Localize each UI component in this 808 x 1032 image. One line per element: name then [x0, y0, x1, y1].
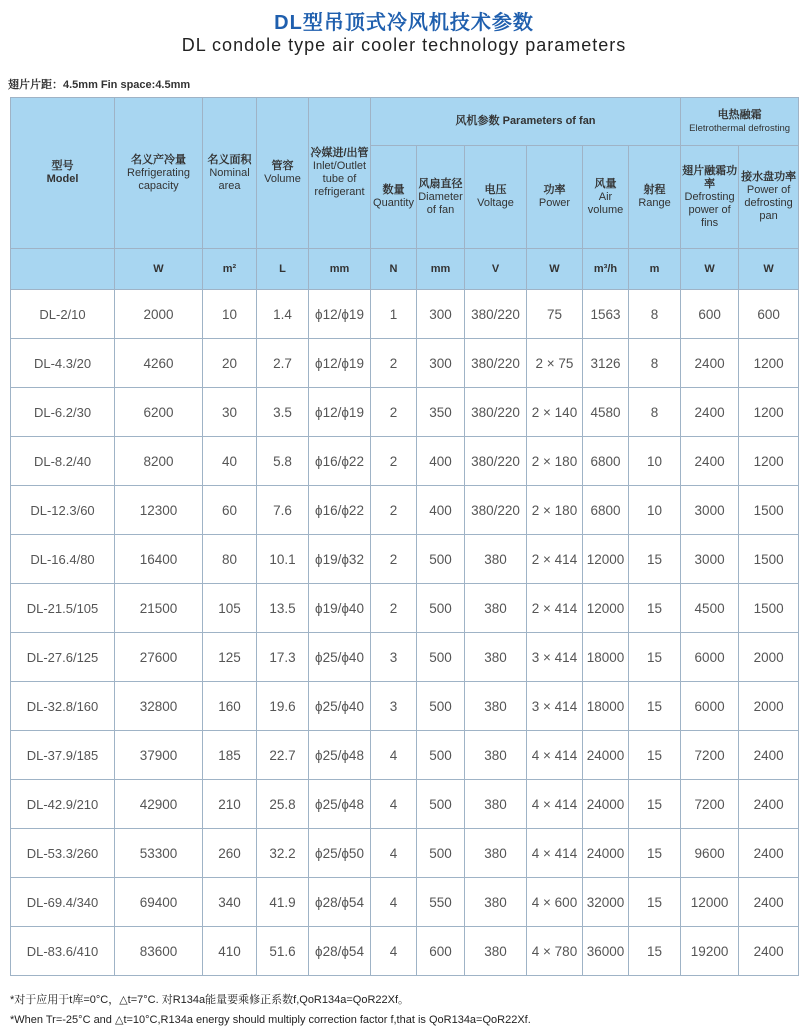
value-cell: 1 [371, 290, 417, 339]
value-cell: 1500 [739, 584, 799, 633]
value-cell: ϕ12/ϕ19 [309, 388, 371, 437]
value-cell: 210 [203, 780, 257, 829]
value-cell: 600 [417, 927, 465, 976]
model-cell: DL-6.2/30 [11, 388, 115, 437]
value-cell: 300 [417, 290, 465, 339]
table-row [11, 535, 799, 584]
table-row [11, 878, 799, 927]
value-cell: 185 [203, 731, 257, 780]
model-cell: DL-32.8/160 [11, 682, 115, 731]
value-cell: 410 [203, 927, 257, 976]
value-cell: 500 [417, 731, 465, 780]
value-cell: 80 [203, 535, 257, 584]
header-fin-defrost-power: 翅片融霜功率 Defrosting power of fins [681, 146, 739, 249]
value-cell: 19200 [681, 927, 739, 976]
value-cell: 32000 [583, 878, 629, 927]
value-cell: 1200 [739, 437, 799, 486]
unit-cell: m [629, 249, 681, 290]
value-cell: 1500 [739, 486, 799, 535]
value-cell: 500 [417, 633, 465, 682]
value-cell: 10 [629, 437, 681, 486]
value-cell: 6800 [583, 486, 629, 535]
value-cell: 4500 [681, 584, 739, 633]
header-pan-power: 接水盘功率 Power of defrosting pan [739, 146, 799, 249]
value-cell: 380 [465, 829, 527, 878]
value-cell: 2 × 414 [527, 535, 583, 584]
value-cell: 40 [203, 437, 257, 486]
value-cell: 600 [739, 290, 799, 339]
value-cell: 380/220 [465, 339, 527, 388]
model-cell: DL-69.4/340 [11, 878, 115, 927]
value-cell: 260 [203, 829, 257, 878]
unit-cell: m³/h [583, 249, 629, 290]
value-cell: 37900 [115, 731, 203, 780]
unit-cell: W [739, 249, 799, 290]
value-cell: 3 [371, 682, 417, 731]
table-body [11, 290, 799, 976]
value-cell: 380/220 [465, 388, 527, 437]
value-cell: 380/220 [465, 437, 527, 486]
table-row [11, 927, 799, 976]
header-tube: 冷媒进/出管 Inlet/Outlet tube of refrigerant [309, 98, 371, 249]
value-cell: 2400 [739, 878, 799, 927]
value-cell: 60 [203, 486, 257, 535]
value-cell: 15 [629, 829, 681, 878]
value-cell: 8 [629, 290, 681, 339]
value-cell: 15 [629, 731, 681, 780]
value-cell: 2.7 [257, 339, 309, 388]
header-power: 功率 Power [527, 146, 583, 249]
value-cell: 16400 [115, 535, 203, 584]
value-cell: 3 [371, 633, 417, 682]
value-cell: 380 [465, 878, 527, 927]
value-cell: 1500 [739, 535, 799, 584]
unit-cell: L [257, 249, 309, 290]
table-row [11, 437, 799, 486]
value-cell: 380/220 [465, 486, 527, 535]
value-cell: 1200 [739, 388, 799, 437]
value-cell: 7200 [681, 780, 739, 829]
value-cell: 18000 [583, 682, 629, 731]
value-cell: 3 × 414 [527, 633, 583, 682]
value-cell: 2 [371, 486, 417, 535]
value-cell: 2000 [739, 682, 799, 731]
value-cell: 380 [465, 780, 527, 829]
value-cell: ϕ16/ϕ22 [309, 486, 371, 535]
value-cell: 2 × 75 [527, 339, 583, 388]
unit-cell: W [527, 249, 583, 290]
value-cell: 2 × 140 [527, 388, 583, 437]
model-cell: DL-37.9/185 [11, 731, 115, 780]
table-row [11, 486, 799, 535]
value-cell: 4 × 414 [527, 780, 583, 829]
footnotes [10, 990, 531, 1030]
unit-cell: V [465, 249, 527, 290]
value-cell: 10.1 [257, 535, 309, 584]
value-cell: 4580 [583, 388, 629, 437]
value-cell: 2 [371, 535, 417, 584]
value-cell: 500 [417, 682, 465, 731]
model-cell: DL-27.6/125 [11, 633, 115, 682]
value-cell: 500 [417, 584, 465, 633]
value-cell: 4 × 600 [527, 878, 583, 927]
value-cell: 4 × 780 [527, 927, 583, 976]
value-cell: 4 × 414 [527, 829, 583, 878]
unit-cell: W [115, 249, 203, 290]
value-cell: 5.8 [257, 437, 309, 486]
value-cell: 3000 [681, 486, 739, 535]
model-cell: DL-4.3/20 [11, 339, 115, 388]
value-cell: ϕ28/ϕ54 [309, 878, 371, 927]
value-cell: 9600 [681, 829, 739, 878]
header-area: 名义面积 Nominal area [203, 98, 257, 249]
value-cell: 300 [417, 339, 465, 388]
value-cell: 2400 [739, 780, 799, 829]
value-cell: 75 [527, 290, 583, 339]
footnote-cn: *对于应用于t库=0°C，△t=7°C. 对R134a能量要乘修正系数f,QoR134a=QoR22Xf。 [10, 994, 410, 1006]
table-row [11, 388, 799, 437]
table-row [11, 780, 799, 829]
value-cell: 4 [371, 731, 417, 780]
header-range: 射程 Range [629, 146, 681, 249]
value-cell: 380 [465, 633, 527, 682]
value-cell: 8 [629, 339, 681, 388]
value-cell: 2 [371, 437, 417, 486]
value-cell: 53300 [115, 829, 203, 878]
value-cell: 7200 [681, 731, 739, 780]
value-cell: 2400 [681, 388, 739, 437]
table-row [11, 339, 799, 388]
table-row [11, 829, 799, 878]
value-cell: 105 [203, 584, 257, 633]
value-cell: 400 [417, 486, 465, 535]
value-cell: 10 [203, 290, 257, 339]
value-cell: 7.6 [257, 486, 309, 535]
value-cell: 3.5 [257, 388, 309, 437]
value-cell: 22.7 [257, 731, 309, 780]
value-cell: 8 [629, 388, 681, 437]
header-fan-group: 风机参数 Parameters of fan [371, 98, 681, 146]
value-cell: 17.3 [257, 633, 309, 682]
value-cell: 4260 [115, 339, 203, 388]
value-cell: ϕ25/ϕ50 [309, 829, 371, 878]
value-cell: 160 [203, 682, 257, 731]
value-cell: 2 [371, 388, 417, 437]
value-cell: 27600 [115, 633, 203, 682]
value-cell: 13.5 [257, 584, 309, 633]
value-cell: ϕ12/ϕ19 [309, 339, 371, 388]
unit-cell: m² [203, 249, 257, 290]
value-cell: 12300 [115, 486, 203, 535]
value-cell: 4 [371, 927, 417, 976]
value-cell: 6800 [583, 437, 629, 486]
value-cell: 15 [629, 535, 681, 584]
value-cell: 15 [629, 927, 681, 976]
value-cell: 15 [629, 878, 681, 927]
unit-cell-blank [11, 249, 115, 290]
value-cell: 2 × 414 [527, 584, 583, 633]
footnote-en: *When Tr=-25°C and △t=10°C,R134a energy should multiply correction factor f,that is QoR134a=QoR22Xf. [10, 1014, 531, 1026]
value-cell: 12000 [583, 535, 629, 584]
header-air-volume: 风量 Air volume [583, 146, 629, 249]
model-cell: DL-16.4/80 [11, 535, 115, 584]
value-cell: 20 [203, 339, 257, 388]
header-quantity: 数量 Quantity [371, 146, 417, 249]
value-cell: 83600 [115, 927, 203, 976]
model-cell: DL-83.6/410 [11, 927, 115, 976]
value-cell: 1200 [739, 339, 799, 388]
value-cell: 42900 [115, 780, 203, 829]
value-cell: 380 [465, 584, 527, 633]
value-cell: 2 [371, 339, 417, 388]
value-cell: 4 [371, 829, 417, 878]
value-cell: 10 [629, 486, 681, 535]
value-cell: ϕ19/ϕ40 [309, 584, 371, 633]
parameters-table [10, 97, 799, 976]
value-cell: 2400 [739, 927, 799, 976]
model-cell: DL-42.9/210 [11, 780, 115, 829]
value-cell: 19.6 [257, 682, 309, 731]
value-cell: 24000 [583, 829, 629, 878]
value-cell: 3 × 414 [527, 682, 583, 731]
value-cell: 380 [465, 927, 527, 976]
value-cell: 12000 [583, 584, 629, 633]
value-cell: 6000 [681, 633, 739, 682]
value-cell: 2400 [739, 829, 799, 878]
value-cell: 12000 [681, 878, 739, 927]
table-row [11, 633, 799, 682]
value-cell: 600 [681, 290, 739, 339]
value-cell: 6000 [681, 682, 739, 731]
value-cell: ϕ25/ϕ40 [309, 633, 371, 682]
page-subtitle: DL condole type air cooler technology parameters [181, 35, 627, 55]
value-cell: 1563 [583, 290, 629, 339]
model-cell: DL-21.5/105 [11, 584, 115, 633]
value-cell: ϕ25/ϕ40 [309, 682, 371, 731]
value-cell: 350 [417, 388, 465, 437]
unit-cell: mm [417, 249, 465, 290]
header-volume: 管容 Volume [257, 98, 309, 249]
value-cell: 2400 [681, 339, 739, 388]
value-cell: 125 [203, 633, 257, 682]
unit-cell: mm [309, 249, 371, 290]
value-cell: 380 [465, 535, 527, 584]
value-cell: 380 [465, 731, 527, 780]
model-cell: DL-8.2/40 [11, 437, 115, 486]
value-cell: 500 [417, 780, 465, 829]
units-row [11, 249, 799, 290]
model-cell: DL-2/10 [11, 290, 115, 339]
value-cell: 24000 [583, 780, 629, 829]
value-cell: 30 [203, 388, 257, 437]
header-voltage: 电压 Voltage [465, 146, 527, 249]
header-diameter: 风扇直径 Diameter of fan [417, 146, 465, 249]
table-row [11, 731, 799, 780]
value-cell: 1.4 [257, 290, 309, 339]
value-cell: ϕ25/ϕ48 [309, 780, 371, 829]
value-cell: 32800 [115, 682, 203, 731]
header-heat-group: 电热融霜 Eletrothermal defrosting [681, 98, 799, 146]
value-cell: 4 × 414 [527, 731, 583, 780]
value-cell: 2400 [739, 731, 799, 780]
value-cell: 6200 [115, 388, 203, 437]
value-cell: 2400 [681, 437, 739, 486]
unit-cell: N [371, 249, 417, 290]
value-cell: 15 [629, 633, 681, 682]
value-cell: 3000 [681, 535, 739, 584]
value-cell: 4 [371, 878, 417, 927]
value-cell: 3126 [583, 339, 629, 388]
value-cell: ϕ16/ϕ22 [309, 437, 371, 486]
value-cell: 41.9 [257, 878, 309, 927]
value-cell: 36000 [583, 927, 629, 976]
value-cell: 15 [629, 584, 681, 633]
table-row [11, 682, 799, 731]
value-cell: 21500 [115, 584, 203, 633]
value-cell: 500 [417, 535, 465, 584]
value-cell: 2 × 180 [527, 486, 583, 535]
value-cell: ϕ12/ϕ19 [309, 290, 371, 339]
table-row [11, 290, 799, 339]
value-cell: 2 [371, 584, 417, 633]
value-cell: 15 [629, 682, 681, 731]
table-row [11, 584, 799, 633]
fin-space-label: 翅片片距：4.5mm Fin space:4.5mm [8, 79, 191, 91]
value-cell: 550 [417, 878, 465, 927]
value-cell: 380 [465, 682, 527, 731]
value-cell: 24000 [583, 731, 629, 780]
page-title: DL型吊顶式冷风机技术参数 [274, 12, 534, 34]
value-cell: 18000 [583, 633, 629, 682]
value-cell: 380/220 [465, 290, 527, 339]
model-cell: DL-53.3/260 [11, 829, 115, 878]
value-cell: 15 [629, 780, 681, 829]
value-cell: 400 [417, 437, 465, 486]
model-cell: DL-12.3/60 [11, 486, 115, 535]
value-cell: 69400 [115, 878, 203, 927]
value-cell: 340 [203, 878, 257, 927]
value-cell: 500 [417, 829, 465, 878]
value-cell: 25.8 [257, 780, 309, 829]
value-cell: 8200 [115, 437, 203, 486]
value-cell: ϕ19/ϕ32 [309, 535, 371, 584]
value-cell: ϕ25/ϕ48 [309, 731, 371, 780]
header-capacity: 名义产冷量 Refrigerating capacity [115, 98, 203, 249]
unit-cell: W [681, 249, 739, 290]
value-cell: 32.2 [257, 829, 309, 878]
value-cell: 2000 [739, 633, 799, 682]
value-cell: 2000 [115, 290, 203, 339]
value-cell: 51.6 [257, 927, 309, 976]
value-cell: ϕ28/ϕ54 [309, 927, 371, 976]
header-model: 型号 Model [11, 98, 115, 249]
value-cell: 2 × 180 [527, 437, 583, 486]
value-cell: 4 [371, 780, 417, 829]
